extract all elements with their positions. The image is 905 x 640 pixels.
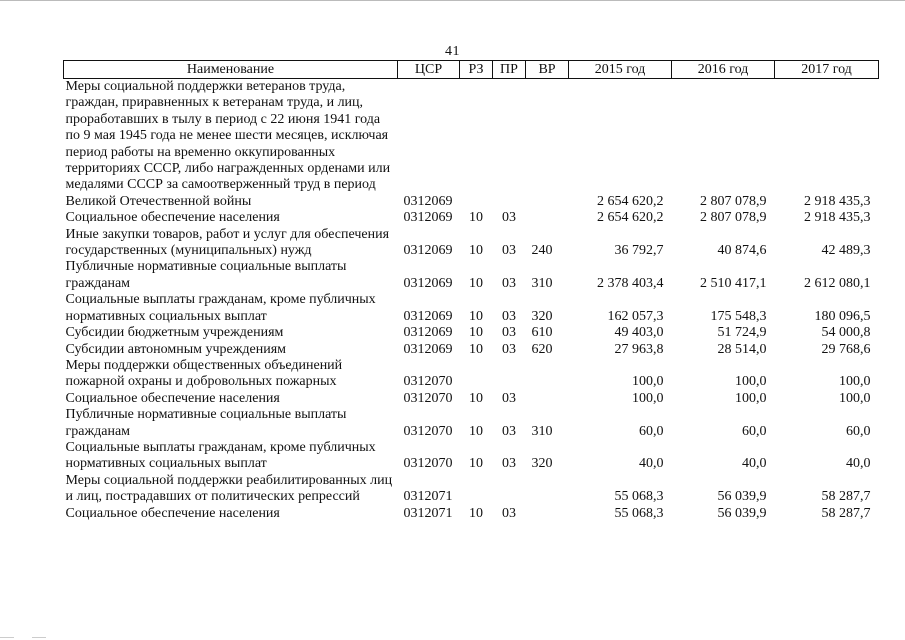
cell-y2016: 2 510 417,1: [700, 275, 767, 291]
cell-y2016: 2 807 078,9: [700, 210, 767, 226]
cell-y2015: 60,0: [639, 423, 664, 439]
cell-y2016: 40,0: [742, 456, 767, 472]
cell-rz: 10: [469, 390, 483, 406]
header-name: Наименование: [64, 61, 398, 79]
cell-y2016: 175 548,3: [710, 308, 767, 324]
header-2017: 2017 год: [775, 61, 879, 79]
cell-name: Социальные выплаты гражданам, кроме публичных нормативных социальных выплат: [65, 292, 376, 324]
page-number: 41: [445, 44, 460, 59]
table-row: [64, 79, 879, 211]
table-row: [64, 506, 879, 522]
cell-pr: [493, 358, 526, 391]
cell-vr: 240: [531, 243, 553, 259]
cell-y2017: 58 287,7: [821, 505, 871, 521]
cell-vr: 610: [531, 325, 553, 341]
table-row: [64, 391, 879, 407]
table-header: [64, 61, 879, 79]
cell-csr: 0312069: [403, 243, 453, 259]
cell-y2015: 162 057,3: [607, 308, 664, 324]
cell-vr: [526, 210, 569, 226]
cell-vr: [526, 473, 569, 506]
cell-rz: 10: [469, 325, 483, 341]
cell-rz: 10: [469, 341, 483, 357]
cell-vr: 310: [531, 423, 553, 439]
cell-rz: [460, 473, 493, 506]
cell-vr: 320: [531, 308, 553, 324]
cell-vr: 310: [531, 275, 553, 291]
cell-y2016: 100,0: [735, 390, 767, 406]
cell-pr: 03: [502, 243, 516, 259]
cell-name: Публичные нормативные социальные выплаты гражданам: [65, 407, 347, 439]
cell-y2017: 2 612 080,1: [804, 275, 871, 291]
cell-y2015: 2 654 620,2: [597, 210, 664, 226]
budget-table: [63, 60, 879, 522]
cell-y2015: 55 068,3: [614, 505, 664, 521]
table-row: [64, 210, 879, 226]
scan-top-edge: [0, 0, 905, 1]
header-pr: ПР: [493, 61, 526, 79]
cell-name: Субсидии автономным учреждениям: [65, 341, 287, 357]
table-row: [64, 440, 879, 473]
header-csr: ЦСР: [398, 61, 460, 79]
cell-pr: 03: [502, 505, 516, 521]
cell-rz: 10: [469, 423, 483, 439]
cell-pr: 03: [502, 210, 516, 226]
cell-y2015: 36 792,7: [614, 243, 664, 259]
cell-csr: 0312069: [403, 210, 453, 226]
cell-pr: 03: [502, 456, 516, 472]
table-row: [64, 342, 879, 358]
cell-y2015: 2 654 620,2: [597, 193, 664, 209]
cell-y2015: 100,0: [632, 374, 664, 390]
cell-y2017: 60,0: [846, 423, 871, 439]
table-row: [64, 292, 879, 325]
cell-name: Социальное обеспечение населения: [65, 390, 280, 406]
table-row: [64, 325, 879, 341]
table-row: [64, 259, 879, 292]
cell-y2017: 100,0: [839, 374, 871, 390]
cell-pr: 03: [502, 423, 516, 439]
cell-y2017: 54 000,8: [821, 325, 871, 341]
cell-csr: 0312069: [403, 341, 453, 357]
cell-rz: 10: [469, 243, 483, 259]
cell-name: Меры поддержки общественных объединений пожарной охраны и добровольных пожарных: [65, 357, 343, 390]
cell-y2017: 2 918 435,3: [804, 193, 871, 209]
cell-csr: 0312069: [403, 275, 453, 291]
table-row: [64, 407, 879, 440]
cell-name: Социальное обеспечение населения: [65, 210, 280, 226]
cell-y2017: 2 918 435,3: [804, 210, 871, 226]
cell-y2016: 2 807 078,9: [700, 193, 767, 209]
cell-rz: 10: [469, 308, 483, 324]
cell-y2015: 49 403,0: [614, 325, 664, 341]
cell-y2016: 100,0: [735, 374, 767, 390]
cell-y2016: 51 724,9: [717, 325, 767, 341]
table-row: [64, 227, 879, 260]
cell-rz: 10: [469, 505, 483, 521]
header-vr: ВР: [526, 61, 569, 79]
cell-csr: 0312070: [403, 374, 453, 390]
cell-rz: [460, 79, 493, 211]
cell-pr: 03: [502, 275, 516, 291]
cell-csr: 0312070: [403, 423, 453, 439]
cell-csr: 0312069: [403, 325, 453, 341]
cell-rz: 10: [469, 210, 483, 226]
cell-csr: 0312070: [403, 390, 453, 406]
cell-name: Иные закупки товаров, работ и услуг для обеспечения государственных (муниципальных) нужд: [65, 226, 390, 259]
cell-name: Меры социальной поддержки реабилитированных лиц и лиц, пострадавших от политических репрессий: [65, 472, 393, 505]
cell-vr: [526, 358, 569, 391]
table-row: [64, 358, 879, 391]
cell-vr: 620: [531, 341, 553, 357]
cell-csr: 0312069: [403, 308, 453, 324]
cell-name: Публичные нормативные социальные выплаты гражданам: [65, 259, 347, 291]
cell-pr: 03: [502, 325, 516, 341]
cell-csr: 0312069: [403, 193, 453, 209]
cell-y2016: 56 039,9: [717, 489, 767, 505]
cell-pr: [493, 79, 526, 211]
cell-pr: 03: [502, 390, 516, 406]
cell-csr: 0312071: [403, 489, 453, 505]
cell-y2015: 27 963,8: [614, 341, 664, 357]
cell-pr: [493, 473, 526, 506]
cell-vr: [526, 391, 569, 407]
cell-y2017: 180 096,5: [814, 308, 871, 324]
cell-y2017: 42 489,3: [821, 243, 871, 259]
cell-rz: 10: [469, 275, 483, 291]
cell-y2017: 29 768,6: [821, 341, 871, 357]
cell-y2017: 100,0: [839, 390, 871, 406]
cell-y2017: 58 287,7: [821, 489, 871, 505]
cell-vr: [526, 79, 569, 211]
cell-vr: [526, 506, 569, 522]
cell-y2016: 56 039,9: [717, 505, 767, 521]
cell-pr: 03: [502, 341, 516, 357]
header-2015: 2015 год: [569, 61, 672, 79]
cell-y2015: 55 068,3: [614, 489, 664, 505]
cell-y2016: 60,0: [742, 423, 767, 439]
cell-rz: [460, 358, 493, 391]
cell-rz: 10: [469, 456, 483, 472]
cell-vr: 320: [531, 456, 553, 472]
table-body: [64, 79, 879, 522]
table-row: [64, 473, 879, 506]
header-rz: РЗ: [460, 61, 493, 79]
cell-y2016: 28 514,0: [717, 341, 767, 357]
cell-pr: 03: [502, 308, 516, 324]
header-2016: 2016 год: [672, 61, 775, 79]
cell-y2015: 40,0: [639, 456, 664, 472]
cell-y2015: 2 378 403,4: [597, 275, 664, 291]
cell-name: Субсидии бюджетным учреждениям: [65, 325, 284, 341]
scan-bottom-edge: [0, 634, 905, 640]
cell-csr: 0312071: [403, 505, 453, 521]
cell-y2016: 40 874,6: [717, 243, 767, 259]
cell-csr: 0312070: [403, 456, 453, 472]
cell-name: Социальные выплаты гражданам, кроме публичных нормативных социальных выплат: [65, 439, 376, 472]
cell-name: Социальное обеспечение населения: [65, 505, 280, 521]
cell-y2015: 100,0: [632, 390, 664, 406]
cell-name: Меры социальной поддержки ветеранов труда, граждан, приравненных к ветеранам труда, и лиц, проработавших в тылу в период с 22 июня 1941 года по 9 мая 1945 года не менее шести месяцев, исключая период работы на временно оккупированных территориях СССР, либо награжденных орденами или медалями СССР за самоотверженный труд в период Великой Отечественной войны: [65, 79, 391, 209]
cell-y2017: 40,0: [846, 456, 871, 472]
